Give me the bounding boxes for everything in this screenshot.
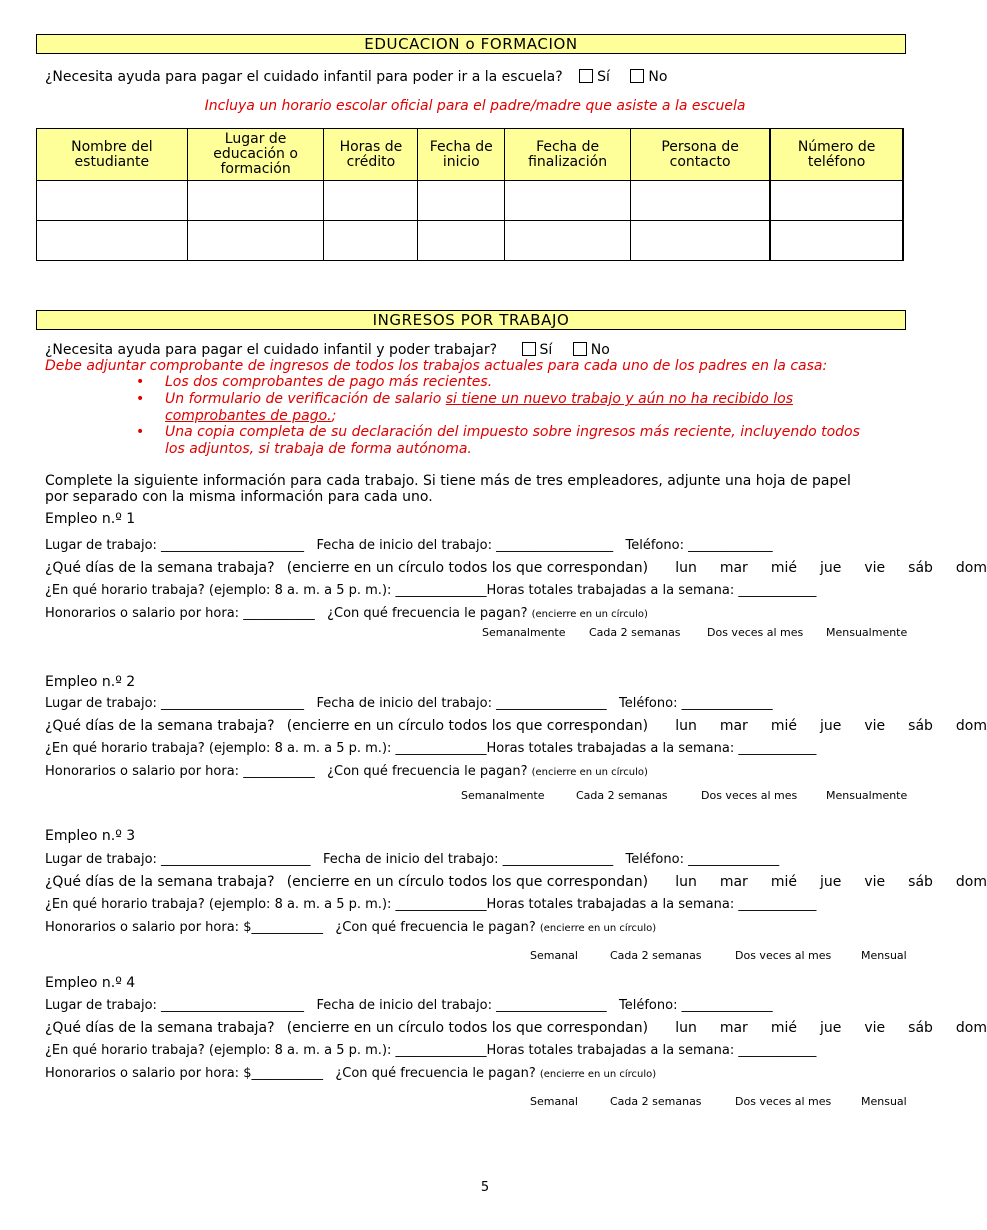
workplace-field[interactable]: Lugar de trabajo: _______________________ bbox=[45, 852, 311, 867]
job-3-wage-row: Honorarios o salario por hora: $___________ ¿Con qué frecuencia le pagan? (encierre en un círculo) bbox=[45, 920, 657, 935]
table-cell[interactable] bbox=[505, 221, 631, 261]
job-1-wage-row: Honorarios o salario por hora: ___________ ¿Con qué frecuencia le pagan? (encierre en un círculo) bbox=[45, 606, 648, 621]
hours-field[interactable]: Horas totales trabajadas a la semana: ____________ bbox=[486, 583, 817, 598]
freq-monthly[interactable]: Mensual bbox=[861, 1095, 907, 1108]
freq-weekly[interactable]: Semanalmente bbox=[482, 626, 566, 639]
table-cell[interactable] bbox=[770, 221, 903, 261]
freq-weekly[interactable]: Semanal bbox=[530, 949, 578, 962]
day-tue[interactable]: mar bbox=[719, 718, 748, 734]
schedule-field[interactable]: ¿En qué horario trabaja? (ejemplo: 8 a. m. a 5 p. m.): ______________ bbox=[45, 897, 487, 912]
hours-field[interactable]: Horas totales trabajadas a la semana: ____________ bbox=[486, 897, 817, 912]
day-thu[interactable]: jue bbox=[819, 718, 842, 734]
freq-monthly[interactable]: Mensualmente bbox=[826, 626, 908, 639]
job-2-workplace-row bbox=[45, 696, 773, 711]
day-sat[interactable]: sáb bbox=[908, 1020, 933, 1036]
start-date-field[interactable]: Fecha de inicio del trabajo: __________________ bbox=[316, 538, 614, 553]
day-wed[interactable]: mié bbox=[770, 560, 797, 576]
job-3-workplace-row bbox=[45, 852, 779, 867]
table-cell[interactable] bbox=[631, 181, 771, 221]
job-2-days-row: ¿Qué días de la semana trabaja? (encierre en un círculo todos los que correspondan) lun mar mié jue vie sáb dom bbox=[45, 718, 987, 734]
job-1-workplace-row bbox=[45, 538, 773, 553]
income-question: ¿Necesita ayuda para pagar el cuidado infantil y poder trabajar? bbox=[45, 342, 498, 358]
day-sat[interactable]: sáb bbox=[908, 874, 933, 890]
col-phone: Número de teléfono bbox=[770, 129, 903, 181]
start-date-field[interactable]: Fecha de inicio del trabajo: _________________ bbox=[316, 696, 607, 711]
day-sun[interactable]: dom bbox=[955, 874, 987, 890]
day-thu[interactable]: jue bbox=[819, 560, 842, 576]
table-cell[interactable] bbox=[770, 181, 903, 221]
job-1-days-row: ¿Qué días de la semana trabaja? (encierre en un círculo todos los que correspondan) lun mar mié jue vie sáb dom bbox=[45, 560, 987, 576]
schedule-field[interactable]: ¿En qué horario trabaja? (ejemplo: 8 a. m. a 5 p. m.): ______________ bbox=[45, 741, 487, 756]
education-table-header bbox=[37, 129, 904, 181]
day-mon[interactable]: lun bbox=[675, 718, 697, 734]
day-sun[interactable]: dom bbox=[955, 718, 987, 734]
job-4-workplace-row bbox=[45, 998, 773, 1013]
job-4-days-row: ¿Qué días de la semana trabaja? (encierre en un círculo todos los que correspondan) lun mar mié jue vie sáb dom bbox=[45, 1020, 987, 1036]
job-2-wage-row: Honorarios o salario por hora: ___________ ¿Con qué frecuencia le pagan? (encierre en un círculo) bbox=[45, 764, 648, 779]
job-3-heading: Empleo n.º 3 bbox=[45, 828, 136, 844]
freq-monthly[interactable]: Mensualmente bbox=[826, 789, 908, 802]
workplace-field[interactable]: Lugar de trabajo: ______________________ bbox=[45, 538, 305, 553]
col-start-date: Fecha de inicio bbox=[418, 129, 505, 181]
freq-biweekly[interactable]: Cada 2 semanas bbox=[589, 626, 681, 639]
freq-semimonthly[interactable]: Dos veces al mes bbox=[701, 789, 798, 802]
education-yes-label: Sí bbox=[597, 69, 610, 85]
col-credit-hours: Horas de crédito bbox=[324, 129, 418, 181]
table-cell[interactable] bbox=[418, 181, 505, 221]
day-mon[interactable]: lun bbox=[675, 1020, 697, 1036]
phone-field[interactable]: Teléfono: ______________ bbox=[625, 852, 780, 867]
freq-semimonthly[interactable]: Dos veces al mes bbox=[735, 949, 832, 962]
table-row bbox=[37, 221, 904, 261]
education-question-row bbox=[45, 69, 667, 85]
income-yes-checkbox[interactable] bbox=[522, 342, 536, 356]
job-3-days-row: ¿Qué días de la semana trabaja? (encierre en un círculo todos los que correspondan) lun mar mié jue vie sáb dom bbox=[45, 874, 987, 890]
day-fri[interactable]: vie bbox=[864, 718, 886, 734]
freq-monthly[interactable]: Mensual bbox=[861, 949, 907, 962]
start-date-field[interactable]: Fecha de inicio del trabajo: _________________ bbox=[322, 852, 614, 867]
income-requirement: Debe adjuntar comprobante de ingresos de todos los trabajos actuales para cada uno de los padres en la casa: bbox=[45, 358, 828, 374]
job-1-schedule-row bbox=[45, 583, 816, 598]
day-sat[interactable]: sáb bbox=[908, 718, 933, 734]
schedule-field[interactable]: ¿En qué horario trabaja? (ejemplo: 8 a. m. a 5 p. m.): ______________ bbox=[45, 1043, 487, 1058]
page-number: 5 bbox=[480, 1180, 490, 1195]
table-cell[interactable] bbox=[187, 181, 324, 221]
phone-field[interactable]: Teléfono: ______________ bbox=[619, 998, 773, 1013]
table-cell[interactable] bbox=[37, 221, 188, 261]
wage-field[interactable]: Honorarios o salario por hora: $___________ bbox=[45, 1066, 323, 1081]
day-fri[interactable]: vie bbox=[864, 874, 886, 890]
wage-field[interactable]: Honorarios o salario por hora: $___________ bbox=[45, 920, 323, 935]
table-cell[interactable] bbox=[631, 221, 771, 261]
table-cell[interactable] bbox=[418, 221, 505, 261]
job-3-schedule-row bbox=[45, 897, 816, 912]
job-2-schedule-row bbox=[45, 741, 816, 756]
income-yes-label: Sí bbox=[539, 342, 553, 358]
day-sat[interactable]: sáb bbox=[908, 560, 933, 576]
col-contact: Persona de contacto bbox=[631, 129, 771, 181]
freq-biweekly[interactable]: Cada 2 semanas bbox=[610, 1095, 702, 1108]
education-no-label: No bbox=[648, 69, 668, 85]
education-yes-checkbox[interactable] bbox=[579, 69, 593, 83]
job-4-wage-row: Honorarios o salario por hora: $___________ ¿Con qué frecuencia le pagan? (encierre en un círculo) bbox=[45, 1066, 657, 1081]
schedule-field[interactable]: ¿En qué horario trabaja? (ejemplo: 8 a. m. a 5 p. m.): ______________ bbox=[45, 583, 487, 598]
day-sun[interactable]: dom bbox=[955, 560, 987, 576]
job-1-heading: Empleo n.º 1 bbox=[45, 511, 136, 527]
col-school: Lugar de educación o formación bbox=[187, 129, 324, 181]
workplace-field[interactable]: Lugar de trabajo: ______________________ bbox=[45, 998, 305, 1013]
day-mon[interactable]: lun bbox=[675, 560, 697, 576]
phone-field[interactable]: Teléfono: ______________ bbox=[619, 696, 773, 711]
day-tue[interactable]: mar bbox=[719, 874, 748, 890]
wage-field[interactable]: Honorarios o salario por hora: ___________ bbox=[45, 764, 315, 779]
income-question-row bbox=[45, 342, 610, 358]
education-question: ¿Necesita ayuda para pagar el cuidado infantil para poder ir a la escuela? bbox=[45, 69, 563, 85]
day-wed[interactable]: mié bbox=[770, 874, 797, 890]
freq-semimonthly[interactable]: Dos veces al mes bbox=[735, 1095, 832, 1108]
hours-field[interactable]: Horas totales trabajadas a la semana: ____________ bbox=[486, 741, 817, 756]
day-wed[interactable]: mié bbox=[770, 718, 797, 734]
day-wed[interactable]: mié bbox=[770, 1020, 797, 1036]
day-thu[interactable]: jue bbox=[819, 1020, 842, 1036]
table-cell[interactable] bbox=[505, 181, 631, 221]
job-4-heading: Empleo n.º 4 bbox=[45, 975, 136, 991]
freq-semimonthly[interactable]: Dos veces al mes bbox=[707, 626, 804, 639]
col-end-date: Fecha de finalización bbox=[505, 129, 631, 181]
col-student-name: Nombre del estudiante bbox=[37, 129, 188, 181]
hours-field[interactable]: Horas totales trabajadas a la semana: ____________ bbox=[486, 1043, 817, 1058]
education-no-checkbox[interactable] bbox=[630, 69, 644, 83]
table-cell[interactable] bbox=[187, 221, 324, 261]
freq-biweekly[interactable]: Cada 2 semanas bbox=[610, 949, 702, 962]
education-note: Incluya un horario escolar oficial para el padre/madre que asiste a la escuela bbox=[204, 98, 746, 114]
freq-biweekly[interactable]: Cada 2 semanas bbox=[576, 789, 668, 802]
day-tue[interactable]: mar bbox=[719, 1020, 748, 1036]
table-cell[interactable] bbox=[324, 221, 418, 261]
income-banner: INGRESOS POR TRABAJO bbox=[36, 310, 906, 330]
phone-field[interactable]: Teléfono: _____________ bbox=[625, 538, 773, 553]
table-cell[interactable] bbox=[37, 181, 188, 221]
day-mon[interactable]: lun bbox=[675, 874, 697, 890]
start-date-field[interactable]: Fecha de inicio del trabajo: _________________ bbox=[316, 998, 607, 1013]
income-no-label: No bbox=[590, 342, 610, 358]
workplace-field[interactable]: Lugar de trabajo: ______________________ bbox=[45, 696, 305, 711]
table-cell[interactable] bbox=[324, 181, 418, 221]
job-4-schedule-row bbox=[45, 1043, 816, 1058]
freq-weekly[interactable]: Semanal bbox=[530, 1095, 578, 1108]
education-banner: EDUCACION o FORMACION bbox=[36, 34, 906, 54]
income-no-checkbox[interactable] bbox=[573, 342, 587, 356]
freq-weekly[interactable]: Semanalmente bbox=[461, 789, 545, 802]
day-sun[interactable]: dom bbox=[955, 1020, 987, 1036]
day-fri[interactable]: vie bbox=[864, 1020, 886, 1036]
day-tue[interactable]: mar bbox=[719, 560, 748, 576]
wage-field[interactable]: Honorarios o salario por hora: ___________ bbox=[45, 606, 315, 621]
day-thu[interactable]: jue bbox=[819, 874, 842, 890]
education-table bbox=[36, 128, 904, 261]
income-instructions: Complete la siguiente información para cada trabajo. Si tiene más de tres empleadores, adjunte una hoja de papel por separado con la misma información para cada uno. bbox=[45, 473, 851, 505]
job-2-heading: Empleo n.º 2 bbox=[45, 674, 136, 690]
day-fri[interactable]: vie bbox=[864, 560, 886, 576]
table-row bbox=[37, 181, 904, 221]
